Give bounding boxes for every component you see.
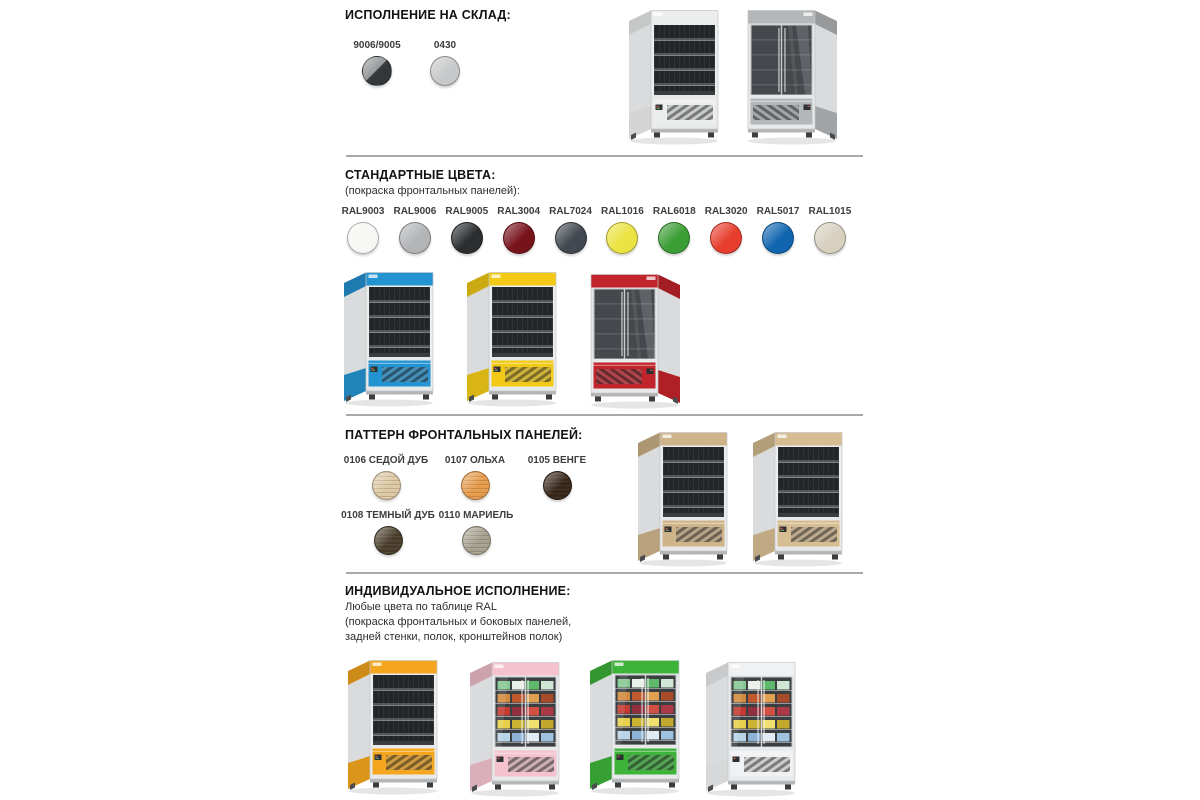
swatch-label: 0430 [433,40,457,51]
color-swatch-ral1015 [805,206,855,254]
swatch-label: RAL9006 [393,206,437,217]
swatch-label: 0107 ОЛЬХА [444,455,506,466]
swatch-label: RAL3004 [497,206,541,217]
color-swatch-ral3004 [494,206,544,254]
swatch-label: 0105 ВЕНГЕ [527,455,587,466]
swatch-color-circle [658,222,690,254]
glass-door-multideck-green [585,651,685,796]
swatch-label: RAL5017 [756,206,800,217]
swatch-color-circle [503,222,535,254]
open-multideck-orange [343,651,443,796]
swatch-label: RAL3020 [704,206,748,217]
open-multideck-wood-2 [748,423,848,568]
swatch-color-circle [374,526,403,555]
pattern-swatch-0105-venge [501,455,613,500]
color-swatch-ral9006 [390,206,440,254]
custom-text-line-1: Любые цвета по таблице RAL [345,601,497,613]
swatch-color-circle [399,222,431,254]
swatch-label: 0108 ТЕМНЫЙ ДУБ [341,510,435,521]
swatch-color-circle [462,526,491,555]
swatch-color-circle [710,222,742,254]
section-subtitle-standard-colors: (покраска фронтальных панелей): [345,185,520,197]
color-swatch-ral6018 [649,206,699,254]
color-swatch-ral1016 [597,206,647,254]
color-swatch-ral9005 [442,206,492,254]
swatch-color-circle [362,56,392,86]
custom-text-line-3: задней стенки, полок, кронштейнов полок) [345,631,563,643]
section-divider [346,155,863,157]
swatch-color-circle [543,471,572,500]
swatch-color-circle [451,222,483,254]
swatch-color-circle [372,471,401,500]
swatch-color-circle [347,222,379,254]
swatch-color-circle [762,222,794,254]
section-title-standard-colors: СТАНДАРТНЫЕ ЦВЕТА: [345,168,496,182]
swatch-label: 9006/9005 [353,40,401,51]
swatch-label: RAL1016 [600,206,644,217]
color-swatch-ral3020 [701,206,751,254]
swatch-label: RAL7024 [549,206,592,217]
swatch-label: 0106 СЕДОЙ ДУБ [343,455,429,466]
custom-text-line-2: (покраска фронтальных и боковых панелей, [345,616,572,628]
glass-door-multideck-white [701,653,801,798]
color-swatch-ral9003 [338,206,388,254]
color-swatch-9006-9005 [345,40,409,86]
section-title-patterns: ПАТТЕРН ФРОНТАЛЬНЫХ ПАНЕЛЕЙ: [345,428,583,442]
ral-swatch-row [338,206,855,254]
swatch-label: 0110 МАРИЕЛЬ [438,510,514,521]
open-multideck-yellow [462,263,562,408]
pattern-swatch-0110-mariel [418,510,534,555]
color-swatch-ral5017 [753,206,803,254]
open-multideck-stock [624,1,724,146]
section-title-custom: ИНДИВИДУАЛЬНОЕ ИСПОЛНЕНИЕ: [345,584,571,598]
section-divider [346,572,863,574]
glass-door-multideck-stock [742,1,842,146]
color-swatch-0430 [413,40,477,86]
swatch-label: RAL9003 [341,206,385,217]
swatch-color-circle [461,471,490,500]
swatch-label: RAL6018 [652,206,696,217]
glass-door-multideck-pink [465,653,565,798]
glass-door-multideck-red [585,265,685,410]
swatch-color-circle [555,222,587,254]
color-swatch-ral7024 [546,206,596,254]
section-divider [346,414,863,416]
swatch-label: RAL9005 [445,206,489,217]
swatch-color-circle [430,56,460,86]
open-multideck-blue [339,263,439,408]
section-title-stock: ИСПОЛНЕНИЕ НА СКЛАД: [345,8,511,22]
swatch-color-circle [606,222,638,254]
open-multideck-wood-1 [633,423,733,568]
swatch-label: RAL1015 [808,206,852,217]
swatch-color-circle [814,222,846,254]
